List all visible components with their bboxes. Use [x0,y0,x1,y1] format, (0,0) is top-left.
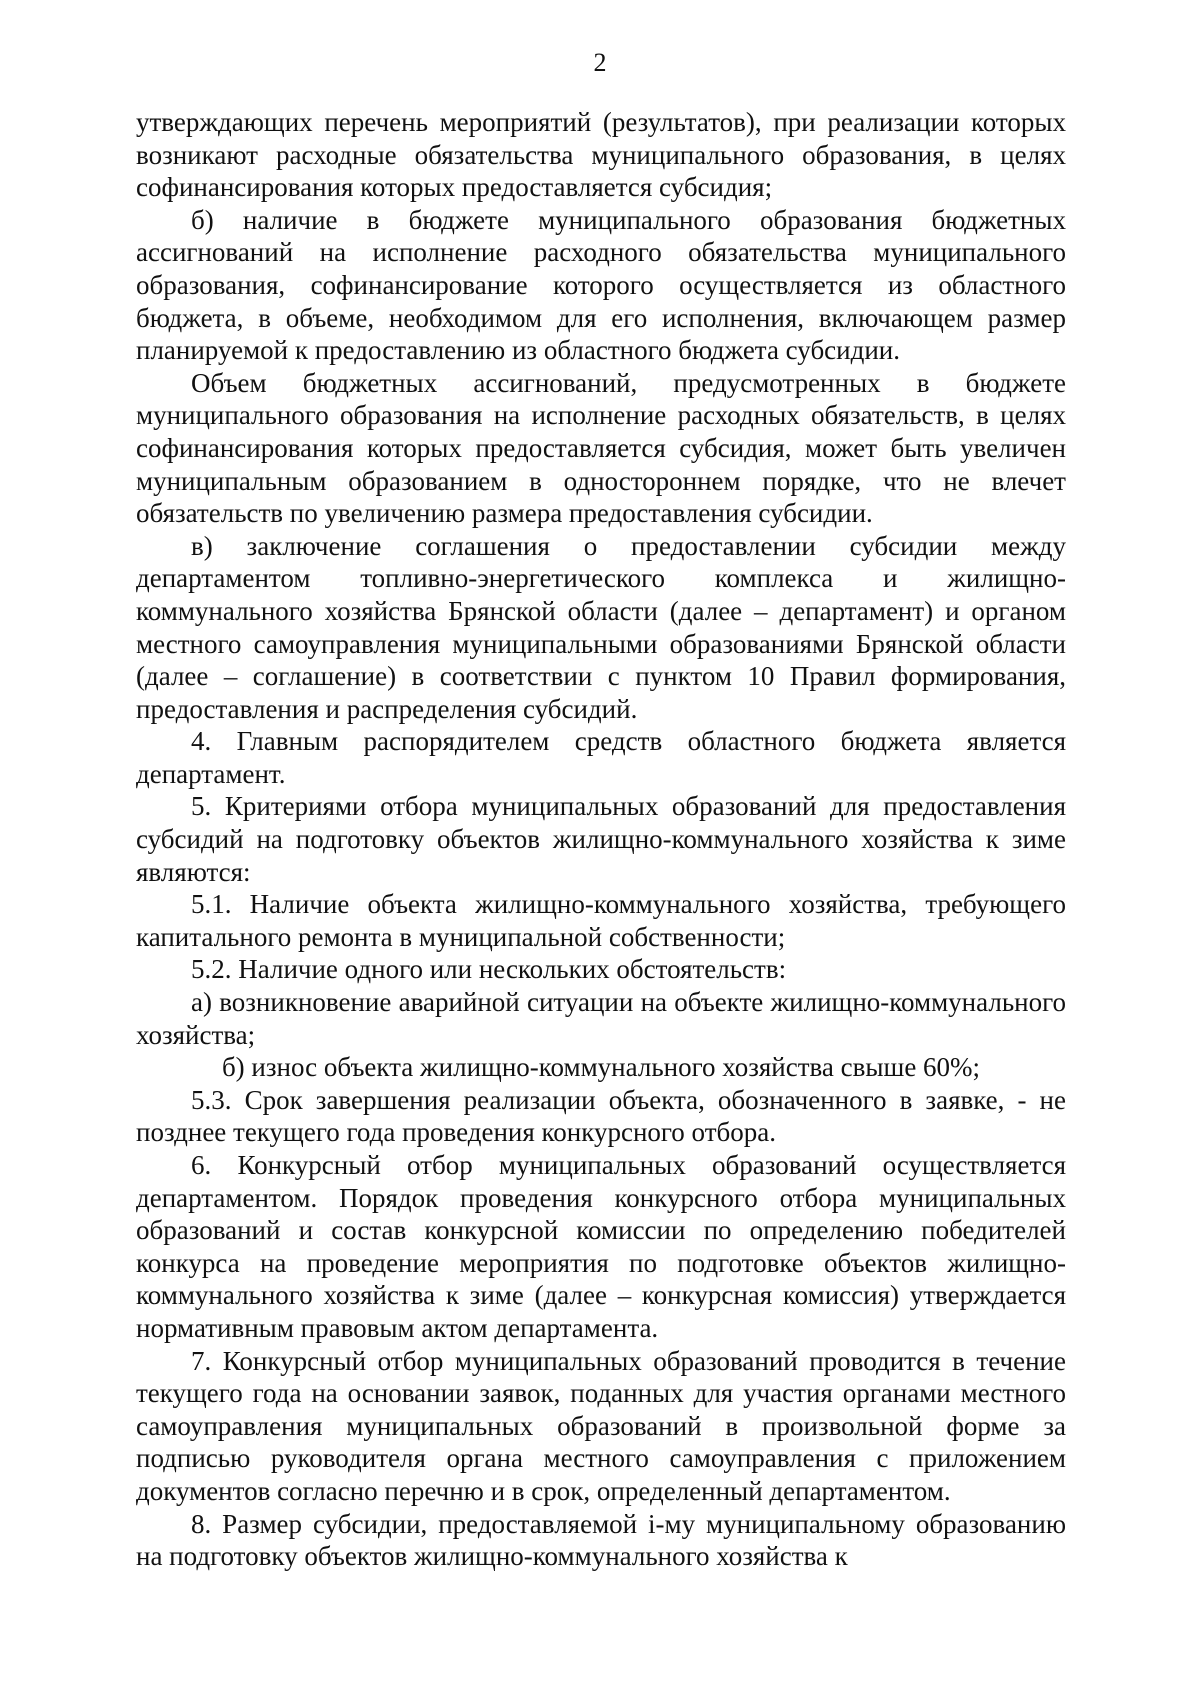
paragraph-5-2: 5.2. Наличие одного или нескольких обстоятельств: [191,954,787,985]
paragraph-v-agreement: в) заключение соглашения о предоставлении субсидии между департаментом топливно-энергетического комплекса и жилищно-коммунального хозяйства Брянской области (далее – департамент) и органом местного самоуправления муниципальными образованиями Брянской области (далее – соглашение) в соответствии с пунктом 10 Правил формирования, предоставления и распределения субсидий. [136,530,1066,724]
paragraph-5-1: 5.1. Наличие объекта жилищно-коммунального хозяйства, требующего капитального ремонта в муниципальной собственности; [136,889,1066,952]
paragraph-b-budget: б) наличие в бюджете муниципального образования бюджетных ассигнований на исполнение расходного обязательства муниципального образования, софинансирование которого осуществляется из областного бюджета, в объеме, необходимом для его исполнения, включающем размер планируемой к предоставлению из областного бюджета субсидии. [136,204,1066,366]
paragraph-6-competition: 6. Конкурсный отбор муниципальных образований осуществляется департаментом. Порядок проведения конкурсного отбора муниципальных образований и состав конкурсной комиссии по определению победителей конкурса на проведение мероприятия по подготовке объектов жилищно-коммунального хозяйства к зиме (далее – конкурсная комиссия) утверждается нормативным правовым актом департамента. [136,1150,1066,1343]
paragraph-5-criteria: 5. Критериями отбора муниципальных образований для предоставления субсидий на подготовку объектов жилищно-коммунального хозяйства к зиме являются: [136,791,1066,887]
paragraph-budget-volume: Объем бюджетных ассигнований, предусмотренных в бюджете муниципального образования на исполнение расходных обязательств, в целях софинансирования которых предоставляется субсидия, может быть увеличен муниципальным образованием в одностороннем порядке, что не влечет обязательств по увеличению размера предоставления субсидии. [136,367,1066,529]
page-number: 2 [593,48,607,77]
paragraph-5-3: 5.3. Срок завершения реализации объекта, обозначенного в заявке, - не позднее текущего года проведения конкурсного отбора. [136,1084,1066,1148]
paragraph-a-emergency: а) возникновение аварийной ситуации на объекте жилищно-коммунального хозяйства; [136,987,1066,1050]
paragraph-4-main-manager: 4. Главным распорядителем средств областного бюджета является департамент. [136,726,1066,789]
paragraph-continuation: утверждающих перечень мероприятий (результатов), при реализации которых возникают расходные обязательства муниципального образования, в целях софинансирования которых предоставляется субсидия; [136,107,1066,203]
paragraph-7-applications: 7. Конкурсный отбор муниципальных образований проводится в течение текущего года на основании заявок, поданных для участия органами местного самоуправления муниципальных образований в произвольной форме за подписью руководителя органа местного самоуправления с приложением документов согласно перечню и в срок, определенный департаментом. [136,1345,1066,1506]
paragraph-8-subsidy-size: 8. Размер субсидии, предоставляемой i-му муниципальному образованию на подготовку объектов жилищно-коммунального хозяйства к [136,1508,1066,1572]
document-body [136,106,1066,1573]
paragraph-b-wear: б) износ объекта жилищно-коммунального хозяйства свыше 60%; [221,1052,981,1083]
